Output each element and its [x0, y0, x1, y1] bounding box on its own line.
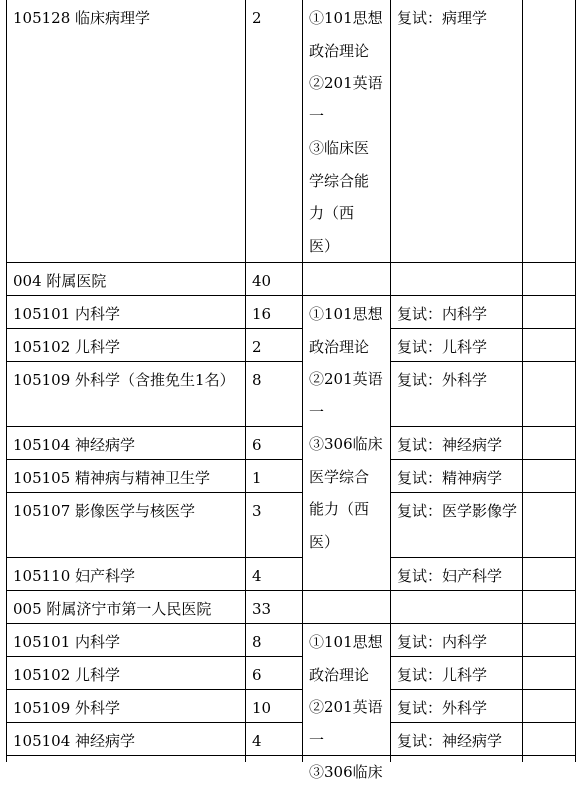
exam-subject-line: 能力（西: [309, 500, 370, 518]
quota-value: 40: [252, 272, 272, 290]
exam-subject-line: 医）: [309, 532, 340, 551]
major-name: 105105 精神病与精神卫生学: [13, 469, 211, 487]
remark-text: 复试：神经病学: [397, 732, 503, 750]
column-divider: [522, 0, 523, 762]
quota-value: 2: [252, 9, 262, 27]
exam-subject-line: ③临床医: [309, 139, 370, 157]
major-name: 105104 神经病学: [13, 436, 136, 454]
quota-value: 4: [252, 732, 262, 750]
exam-subject-line: ③306临床: [309, 435, 383, 453]
quota-value: 10: [252, 699, 272, 717]
quota-value: 8: [252, 633, 262, 651]
remark-text: 复试：外科学: [397, 699, 488, 717]
exam-subject-line: 力（西: [309, 204, 355, 222]
exam-subject-line: ②201英语: [309, 698, 383, 716]
remark-text: 复试：外科学: [397, 371, 488, 389]
exam-subject-line: 一: [309, 106, 325, 125]
major-name: 105104 神经病学: [13, 732, 136, 750]
quota-value: 6: [252, 436, 262, 454]
exam-subject-line: 学综合能: [309, 171, 370, 190]
exam-subject-line: 医学综合: [309, 467, 370, 486]
row-divider: [390, 426, 576, 427]
major-name: 105109 外科学: [13, 699, 121, 717]
quota-value: 33: [252, 600, 272, 618]
exam-subject-line: 政治理论: [309, 665, 370, 684]
exam-subject-line: 一: [309, 402, 325, 421]
exam-subject-line: ①101思想: [309, 305, 383, 323]
exam-subject-line: ②201英语: [309, 74, 383, 92]
exam-subject-line: ③306临床: [309, 763, 383, 781]
quota-value: 4: [252, 567, 262, 585]
major-name: 105101 内科学: [13, 633, 121, 651]
major-name: 105128 临床病理学: [13, 9, 151, 27]
remark-text: 复试：内科学: [397, 633, 488, 651]
quota-value: 3: [252, 502, 262, 520]
quota-value: 2: [252, 338, 262, 356]
remark-text: 复试：神经病学: [397, 436, 503, 454]
exam-subject-line: 政治理论: [309, 337, 370, 356]
major-name: 105109 外科学（含推免生1名）: [13, 371, 235, 389]
quota-value: 6: [252, 666, 262, 684]
row-divider: [390, 557, 576, 558]
remark-text: 复试：儿科学: [397, 338, 488, 356]
unit-heading: 005 附属济宁市第一人民医院: [13, 600, 212, 618]
major-name: 105102 儿科学: [13, 666, 121, 684]
exam-subject-line: 一: [309, 730, 325, 749]
exam-subject-line: ②201英语: [309, 370, 383, 388]
remark-text: 复试：精神病学: [397, 469, 503, 487]
remark-text: 复试：医学影像学: [397, 502, 518, 520]
major-name: 105107 影像医学与核医学: [13, 502, 196, 520]
remark-text: 复试：儿科学: [397, 666, 488, 684]
column-divider: [6, 0, 7, 762]
exam-subject-line: 政治理论: [309, 41, 370, 60]
major-name: 105102 儿科学: [13, 338, 121, 356]
quota-value: 16: [252, 305, 272, 323]
remark-text: 复试：妇产科学: [397, 567, 503, 585]
exam-subject-line: 医）: [309, 236, 340, 255]
quota-value: 8: [252, 371, 262, 389]
column-divider: [302, 0, 303, 762]
quota-value: 1: [252, 469, 262, 487]
unit-heading: 004 附属医院: [13, 272, 107, 290]
column-divider: [245, 0, 246, 762]
column-divider: [390, 0, 391, 762]
major-name: 105110 妇产科学: [13, 567, 136, 585]
exam-subject-line: ①101思想: [309, 633, 383, 651]
remark-text: 复试：病理学: [397, 9, 488, 27]
column-divider: [575, 0, 576, 762]
major-name: 105101 内科学: [13, 305, 121, 323]
remark-text: 复试：内科学: [397, 305, 488, 323]
exam-subject-line: ①101思想: [309, 9, 383, 27]
